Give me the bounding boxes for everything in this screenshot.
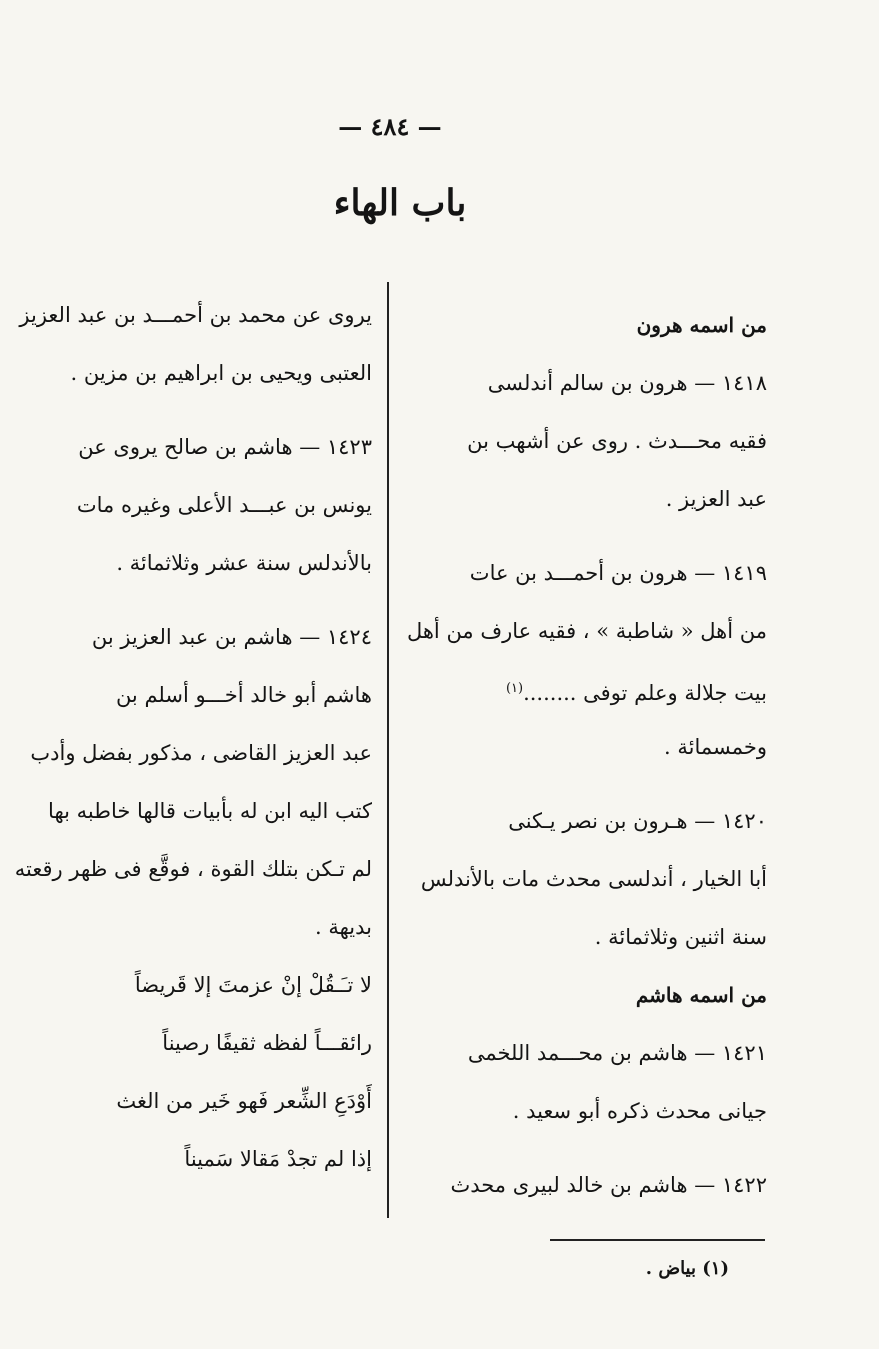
entry-1424-line-2: هاشم أبو خالد أخـــو أسلم بن [115, 683, 372, 707]
entry-1424-line-3: عبد العزيز القاضى ، مذكور بفضل وأدب [30, 741, 372, 765]
entry-1421-line-2: جيانى محدث ذكره أبو سعيد . [512, 1099, 767, 1123]
entry-1424-line-1: ١٤٢٤ — هاشم بن عبد العزيز بن [91, 625, 372, 649]
poem-verse-2: رائقـــاً لفظه ثقيفًا رصيناً [162, 1031, 372, 1055]
entry-1424-line-4: كتب اليه ابن له بأبيات قالها خاطبه بها [48, 799, 372, 823]
entry-1423-line-1: ١٤٢٣ — هاشم بن صالح يروى عن [78, 435, 372, 459]
chapter-title: باب الهاء [333, 182, 467, 224]
entry-1420-line-2: أبا الخيار ، أندلسى محدث مات بالأندلس [420, 867, 767, 891]
entry-1422-cont-line-2: العتبى ويحيى بن ابراهيم بن مزين . [70, 361, 372, 385]
entry-1418-line-2: فقيه محـــدث . روى عن أشهب بن [467, 429, 767, 453]
entry-1419-line-2: من أهل « شاطبة » ، فقيه عارف من أهل [406, 619, 767, 643]
footnote: (١) بياض . [645, 1258, 729, 1279]
entry-1420-line-3: سنة اثنين وثلاثمائة . [594, 925, 767, 949]
section-heading-haroun: من اسمه هرون [636, 313, 767, 337]
entry-1420-line-1: ١٤٢٠ — هـرون بن نصر يـكنى [508, 809, 767, 833]
entry-1419-line-4: وخمسمائة . [664, 735, 767, 759]
right-column [397, 296, 767, 1214]
section-heading-hashim: من اسمه هاشم [635, 983, 767, 1007]
entry-1422-cont-line-1: يروى عن محمد بن أحمـــد بن عبد العزيز [19, 303, 372, 327]
entry-1419-line-3-text: بيت جلالة وعلم توفى ........ [523, 681, 767, 705]
left-column [0, 286, 372, 1188]
entry-1421-line-1: ١٤٢١ — هاشم بن محـــمد اللخمى [467, 1041, 767, 1065]
entry-1418-line-3: عبد العزيز . [665, 487, 767, 511]
poem-verse-1: لا تـَـقُلْ إنْ عزمتَ إلا قَريضاً [134, 973, 372, 997]
entry-1419-line-1: ١٤١٩ — هرون بن أحمـــد بن عات [469, 561, 767, 585]
footnote-rule [550, 1239, 765, 1241]
entry-1423-line-3: بالأندلس سنة عشر وثلاثمائة . [116, 551, 372, 575]
entry-1424-line-6: بديهة . [314, 915, 372, 939]
entry-1423-line-2: يونس بن عبـــد الأعلى وغيره مات [76, 493, 372, 517]
entry-1419-line-3 [397, 660, 767, 718]
entry-1422-line-1: ١٤٢٢ — هاشم بن خالد لبيرى محدث [450, 1173, 767, 1197]
entry-1424-line-5: لم تـكن بتلك القوة ، فوقَّع فى ظهر رقعته [14, 857, 372, 881]
entry-1418-line-1: ١٤١٨ — هرون بن سالم أندلسى [487, 371, 767, 395]
page-number: — ٤٨٤ — [338, 112, 442, 141]
footnote-marker: (١) [505, 681, 524, 696]
poem-verse-3: أَوْدَعِ الشِّعر فَهو خَير من الغث [116, 1089, 372, 1113]
column-divider [387, 282, 389, 1218]
poem-verse-4: إذا لم تجدْ مَقالا سَميناً [184, 1147, 372, 1171]
